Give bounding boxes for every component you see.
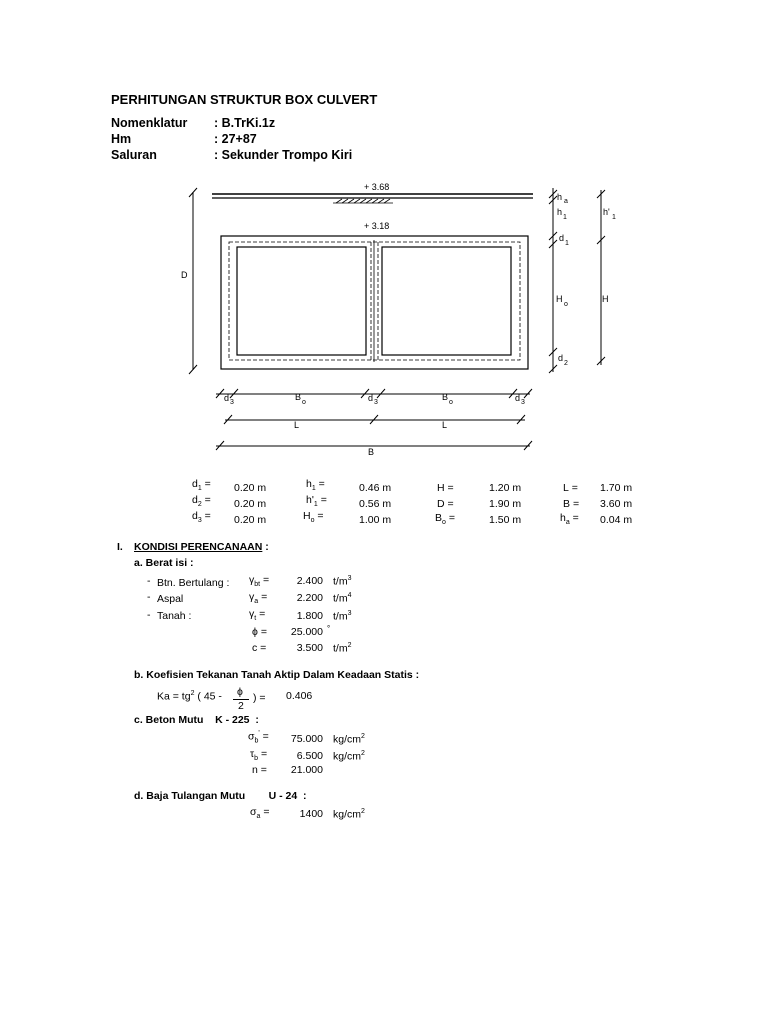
subsection-d-heading: d. Baja Tulangan Mutu U - 24 : <box>134 790 307 802</box>
subsection-a-heading: a. Berat isi : <box>134 557 194 569</box>
section-heading: KONDISI PERENCANAAN : <box>134 541 269 553</box>
dim-row: $d_3$ = <box>192 510 211 525</box>
svg-text:1: 1 <box>563 214 567 221</box>
dim-label-h1-prime: h' <box>603 207 610 217</box>
weight-symbol: $\gamma_t$ = <box>249 608 266 623</box>
weight-value: 25.000 <box>290 626 323 638</box>
concrete-symbol: $\tau_b$ = <box>250 748 268 763</box>
ka-suffix: ) = <box>253 692 266 704</box>
ground-hatch-icon <box>333 199 393 203</box>
section-number: I. <box>117 541 123 553</box>
subsection-c-heading: c. Beton Mutu K - 225 : <box>134 714 259 726</box>
dim-value: 1.70 m <box>600 482 633 494</box>
concrete-value: 21.000 <box>290 764 323 776</box>
weight-value: 2.200 <box>296 592 323 604</box>
weight-label: Btn. Bertulang : <box>157 577 230 589</box>
svg-text:3: 3 <box>521 399 525 406</box>
weight-unit: ° <box>327 624 331 633</box>
dim-value: 0.20 m <box>234 514 267 526</box>
concrete-unit: $kg/cm^2$ <box>333 733 365 746</box>
header-value-hm: : 27+87 <box>214 132 257 146</box>
header-label-hm: Hm <box>111 132 132 146</box>
dim-value: 1.50 m <box>489 514 522 526</box>
header-value-nomenklatur: : B.TrKi.1z <box>214 116 276 130</box>
svg-text:o: o <box>564 301 568 308</box>
weight-value: 1.800 <box>296 610 323 622</box>
page-title: PERHITUNGAN STRUKTUR BOX CULVERT <box>111 92 378 107</box>
weight-label: Tanah : <box>157 610 192 622</box>
weight-dash: - <box>147 609 151 621</box>
dim-label-d2: d <box>558 353 564 363</box>
dim-label-d1: d <box>559 233 565 243</box>
header-value-saluran: : Sekunder Trompo Kiri <box>214 148 353 162</box>
dim-value: 1.20 m <box>489 482 522 494</box>
dim-row: $B_o$ = <box>435 512 455 527</box>
dim-value: 0.56 m <box>359 498 392 510</box>
reinforcement-line <box>229 242 520 360</box>
dim-value: 0.46 m <box>359 482 392 494</box>
weight-dash: - <box>147 591 151 603</box>
weight-symbol: ϕ = <box>252 626 267 638</box>
weight-symbol: $\gamma_a$ = <box>249 591 268 606</box>
dim-label-L-left: L <box>294 420 300 430</box>
weight-symbol: c = <box>252 642 267 654</box>
dim-value: 0.20 m <box>234 498 267 510</box>
svg-text:2: 2 <box>564 360 568 367</box>
culvert-cell-right <box>382 247 511 355</box>
ka-fraction-denominator: 2 <box>238 700 244 712</box>
subsection-b-heading: b. Koefisien Tekanan Tanah Aktip Dalam Keadaan Statis : <box>134 669 420 681</box>
dim-label-bo-left: B <box>295 392 302 402</box>
header-label-nomenklatur: Nomenklatur <box>111 116 188 130</box>
dim-label-h1: h <box>557 207 563 217</box>
ka-formula: $Ka = tg^2$ ( 45 - <box>157 690 222 703</box>
weight-symbol: $\gamma_{bt}$ = <box>249 574 270 589</box>
ka-fraction-numerator: ϕ <box>237 686 243 698</box>
dim-row: $h_a$ = <box>560 512 579 527</box>
dim-value: 0.20 m <box>234 482 267 494</box>
weight-value: 2.400 <box>296 575 323 587</box>
weight-unit: $t/m^2$ <box>333 642 352 655</box>
dim-label-L-right: L <box>442 420 448 430</box>
svg-text:1: 1 <box>612 214 616 221</box>
dim-label-d3-right: d <box>515 393 521 403</box>
concrete-value: 6.500 <box>296 750 323 762</box>
culvert-outer-wall <box>221 236 528 369</box>
svg-text:1: 1 <box>565 240 569 247</box>
concrete-symbol: n = <box>252 764 267 776</box>
dim-row: $h'_1$ = <box>306 494 327 509</box>
weight-value: 3.500 <box>296 642 323 654</box>
dim-row: $H_o$ = <box>303 510 324 525</box>
concrete-symbol: $\sigma_b'$ = <box>248 730 269 745</box>
weight-dash: - <box>147 575 151 587</box>
dim-label-D: D <box>181 270 188 280</box>
svg-text:a: a <box>564 198 568 205</box>
svg-text:3: 3 <box>374 399 378 406</box>
weight-unit: $t/m^3$ <box>333 575 352 588</box>
dim-label-B: B <box>368 447 375 457</box>
steel-value: 1400 <box>299 808 323 820</box>
dim-label-ha: h <box>557 192 563 202</box>
dim-row: L = <box>563 482 578 494</box>
svg-text:3: 3 <box>230 399 234 406</box>
top-level-label: + 3.68 <box>364 182 390 192</box>
dim-row: D = <box>437 498 454 510</box>
dim-value: 1.90 m <box>489 498 522 510</box>
concrete-value: 75.000 <box>290 733 323 745</box>
svg-text:o: o <box>302 399 306 406</box>
dim-row: B = <box>563 498 580 510</box>
steel-unit: $kg/cm^2$ <box>333 808 365 821</box>
dim-label-d3-mid: d <box>368 393 374 403</box>
culvert-cell-left <box>237 247 366 355</box>
dim-row: $h_1$ = <box>306 478 325 493</box>
svg-text:o: o <box>449 399 453 406</box>
dim-row: $d_1$ = <box>192 478 211 493</box>
steel-symbol: $\sigma_a$ = <box>250 806 270 821</box>
dim-value: 1.00 m <box>359 514 392 526</box>
dim-label-Ho: H <box>556 294 563 304</box>
dim-label-bo-right: B <box>442 392 449 402</box>
dim-label-H: H <box>602 294 609 304</box>
weight-unit: $t/m^3$ <box>333 610 352 623</box>
concrete-unit: $kg/cm^2$ <box>333 750 365 763</box>
dim-value: 0.04 m <box>600 514 633 526</box>
inner-level-label: + 3.18 <box>364 221 390 231</box>
dim-value: 3.60 m <box>600 498 633 510</box>
weight-unit: $t/m^4$ <box>333 592 352 605</box>
weight-label: Aspal <box>157 593 184 605</box>
header-label-saluran: Saluran <box>111 148 157 162</box>
dim-row: $d_2$ = <box>192 494 211 509</box>
dim-row: H = <box>437 482 454 494</box>
box-culvert-drawing <box>0 0 768 470</box>
dim-label-d3-left: d <box>224 393 230 403</box>
ka-value: 0.406 <box>286 690 313 702</box>
